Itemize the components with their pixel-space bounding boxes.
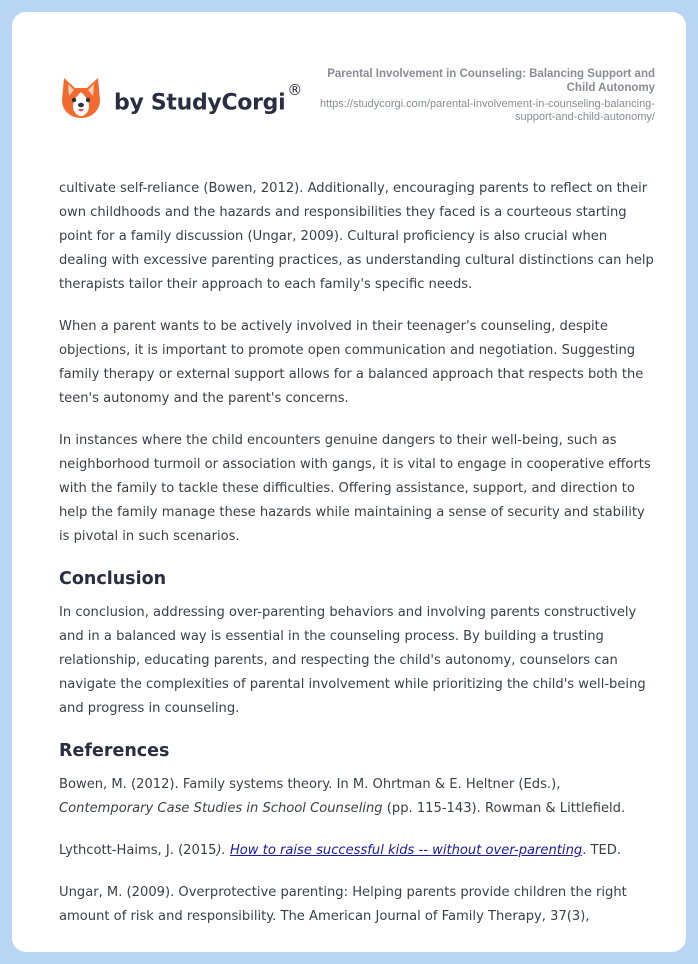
conclusion-paragraph: In conclusion, addressing over-parenting behaviors and involving parents constructively and in a balanced way is essential in the counseling process. By building a trusting relationship, educating parents, and respecting the child's autonomy, counselors can navigate the complexities of parental involvement while prioritizing the child's well-being and progress in counseling. (59, 605, 646, 716)
brand-text: by StudyCorgi (114, 90, 286, 116)
reference-text: Bowen, M. (2012). Family systems theory. In M. Ohrtman & E. Heltner (Eds.), (59, 777, 561, 792)
body-paragraph: cultivate self-reliance (Bowen, 2012). Additionally, encouraging parents to reflect on their own childhoods and the hazards and responsibilities they faced is a courteous starting point for a family discussion (Ungar, 2009). Cultural proficiency is also crucial when dealing with excessive parenting practices, as understanding cultural distinctions can help therapists tailor their approach to each family's specific needs. (59, 181, 654, 292)
reference-item (59, 881, 655, 929)
reference-text: (pp. 115-143). Rowman & Littlefield. (382, 801, 626, 816)
page-header (12, 12, 686, 162)
reference-item (59, 839, 655, 863)
corgi-icon (60, 74, 102, 120)
document-title: Parental Involvement in Counseling: Balancing Support and Child Autonomy (327, 68, 655, 94)
body-paragraph: In instances where the child encounters genuine dangers to their well-being, such as neighborhood turmoil or association with gangs, it is vital to engage in cooperative efforts with the family to tackle these difficulties. Offering assistance, support, and direction to help the family manage these hazards while maintaining a sense of security and stability is pivotal in such scenarios. (59, 433, 651, 544)
references-heading: References (59, 741, 170, 761)
reference-text: . TED. (582, 843, 622, 858)
reference-text: Lythcott-Haims, J. (2015 (59, 843, 217, 858)
body-paragraph: When a parent wants to be actively involved in their teenager's counseling, despite objections, it is important to promote open communication and negotiation. Suggesting family therapy or external support allows for a balanced approach that respects both the teen's autonomy and the parent's concerns. (59, 319, 644, 406)
brand-name (114, 80, 303, 116)
reference-italic: Contemporary Case Studies in School Counseling (59, 801, 383, 816)
document-meta (315, 67, 655, 124)
reference-text: Ungar, M. (2009). Overprotective parenting: Helping parents provide children the right amount of risk and responsibility. The American Journal of Family Therapy, 37(3), (59, 885, 627, 924)
reference-link[interactable]: How to raise successful kids -- without over-parenting (229, 843, 583, 858)
document-body (59, 177, 655, 947)
studycorgi-logo[interactable] (60, 74, 302, 120)
registered-mark: ® (287, 80, 303, 99)
reference-item (59, 773, 655, 821)
reference-italic: ). (216, 843, 230, 858)
conclusion-heading: Conclusion (59, 569, 167, 589)
document-url[interactable]: https://studycorgi.com/parental-involvement-in-counseling-balancing-support-and-child-autonomy/ (319, 98, 655, 123)
document-page (12, 12, 686, 952)
